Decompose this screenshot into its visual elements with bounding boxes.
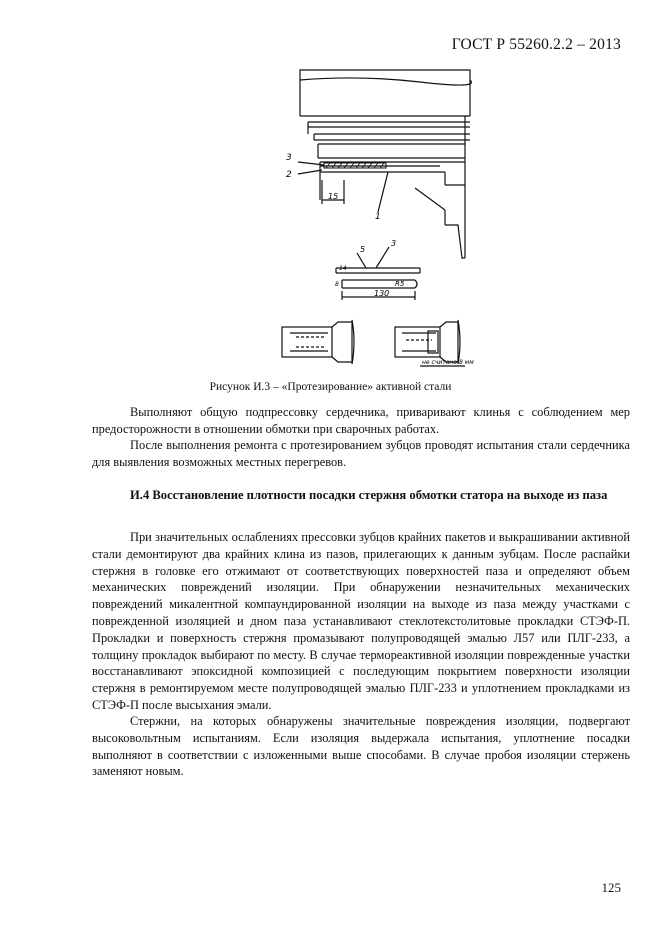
label-r5-mid: R5 bbox=[395, 280, 405, 288]
figure-caption: Рисунок И.3 – «Протезирование» активной стали bbox=[209, 381, 452, 393]
label-8-mid: 8 bbox=[335, 281, 339, 288]
section-heading: И.4 Восстановление плотности посадки стержня обмотки статора на выходе из паза bbox=[130, 488, 608, 502]
label-dim-15: 15 bbox=[328, 192, 339, 201]
label-3-mid: 3 bbox=[391, 239, 397, 248]
label-note-bottom: не считано 8 мм bbox=[422, 359, 474, 366]
core-top-edge bbox=[300, 70, 470, 82]
label-130-mid: 130 bbox=[374, 289, 390, 298]
label-3-top: 3 bbox=[286, 153, 292, 163]
page-header: ГОСТ Р 55260.2.2 – 2013 bbox=[451, 36, 621, 53]
paragraph-2: После выполнения ремонта с протезированием зубцов проводят испытания стали сердечника для выявления возможных местных перегревов. bbox=[92, 438, 630, 469]
paragraph-1: Выполняют общую подпрессовку сердечника, приваривают клинья с соблюдением мер предосторожности в отношении обмотки при сварочных работах. bbox=[92, 405, 630, 436]
paragraph-3: При значительных ослаблениях прессовки зубцов крайних пакетов и выкрашивании активной стали демонтируют два крайних клина из пазов, прилегающих к данным зубцам. После распайки стержня в головке его отжимают от соответствующих поверхностей паза и определяют объем механических повреждений изоляции. При обнаружении незначительных механических повреждений микалентной компаундированной изоляции на выходе из паза между участками с поврежденной изоляцией и дном паза устанавливают стеклотекстолитовые прокладки СТЭФ-П. Прокладки и поверхность стержня промазывают полупроводящей эмалью Л57 или ПЛГ-233, а толщину прокладок выбирают по месту. В случае термореактивной изоляции поврежденные участки восстанавливают эпоксидной композицией с последующим покрытием поверхности изоляции стержня в ремонтируемом месте полупроводящей эмалью ПЛГ-233 и уплотнением прокладками из СТЭФ-П после высыхания эмали. bbox=[92, 530, 630, 712]
paragraph-4: Стержни, на которых обнаружены значительные повреждения изоляции, подвергают высоковольтным испытаниям. Если изоляция выдержала испытания, уплотнение посадки выполняют в соответствии с изложенными выше способами. В случае пробоя изоляции стержень заменяют новым. bbox=[92, 714, 630, 779]
core-break-line bbox=[300, 78, 471, 85]
label-5-mid: 5 bbox=[360, 245, 366, 254]
label-14-mid: 14 bbox=[339, 265, 347, 272]
label-1-top: 1 bbox=[375, 212, 381, 222]
label-2-top: 2 bbox=[286, 170, 292, 180]
page-number: 125 bbox=[601, 880, 621, 895]
technical-drawing bbox=[0, 0, 661, 380]
